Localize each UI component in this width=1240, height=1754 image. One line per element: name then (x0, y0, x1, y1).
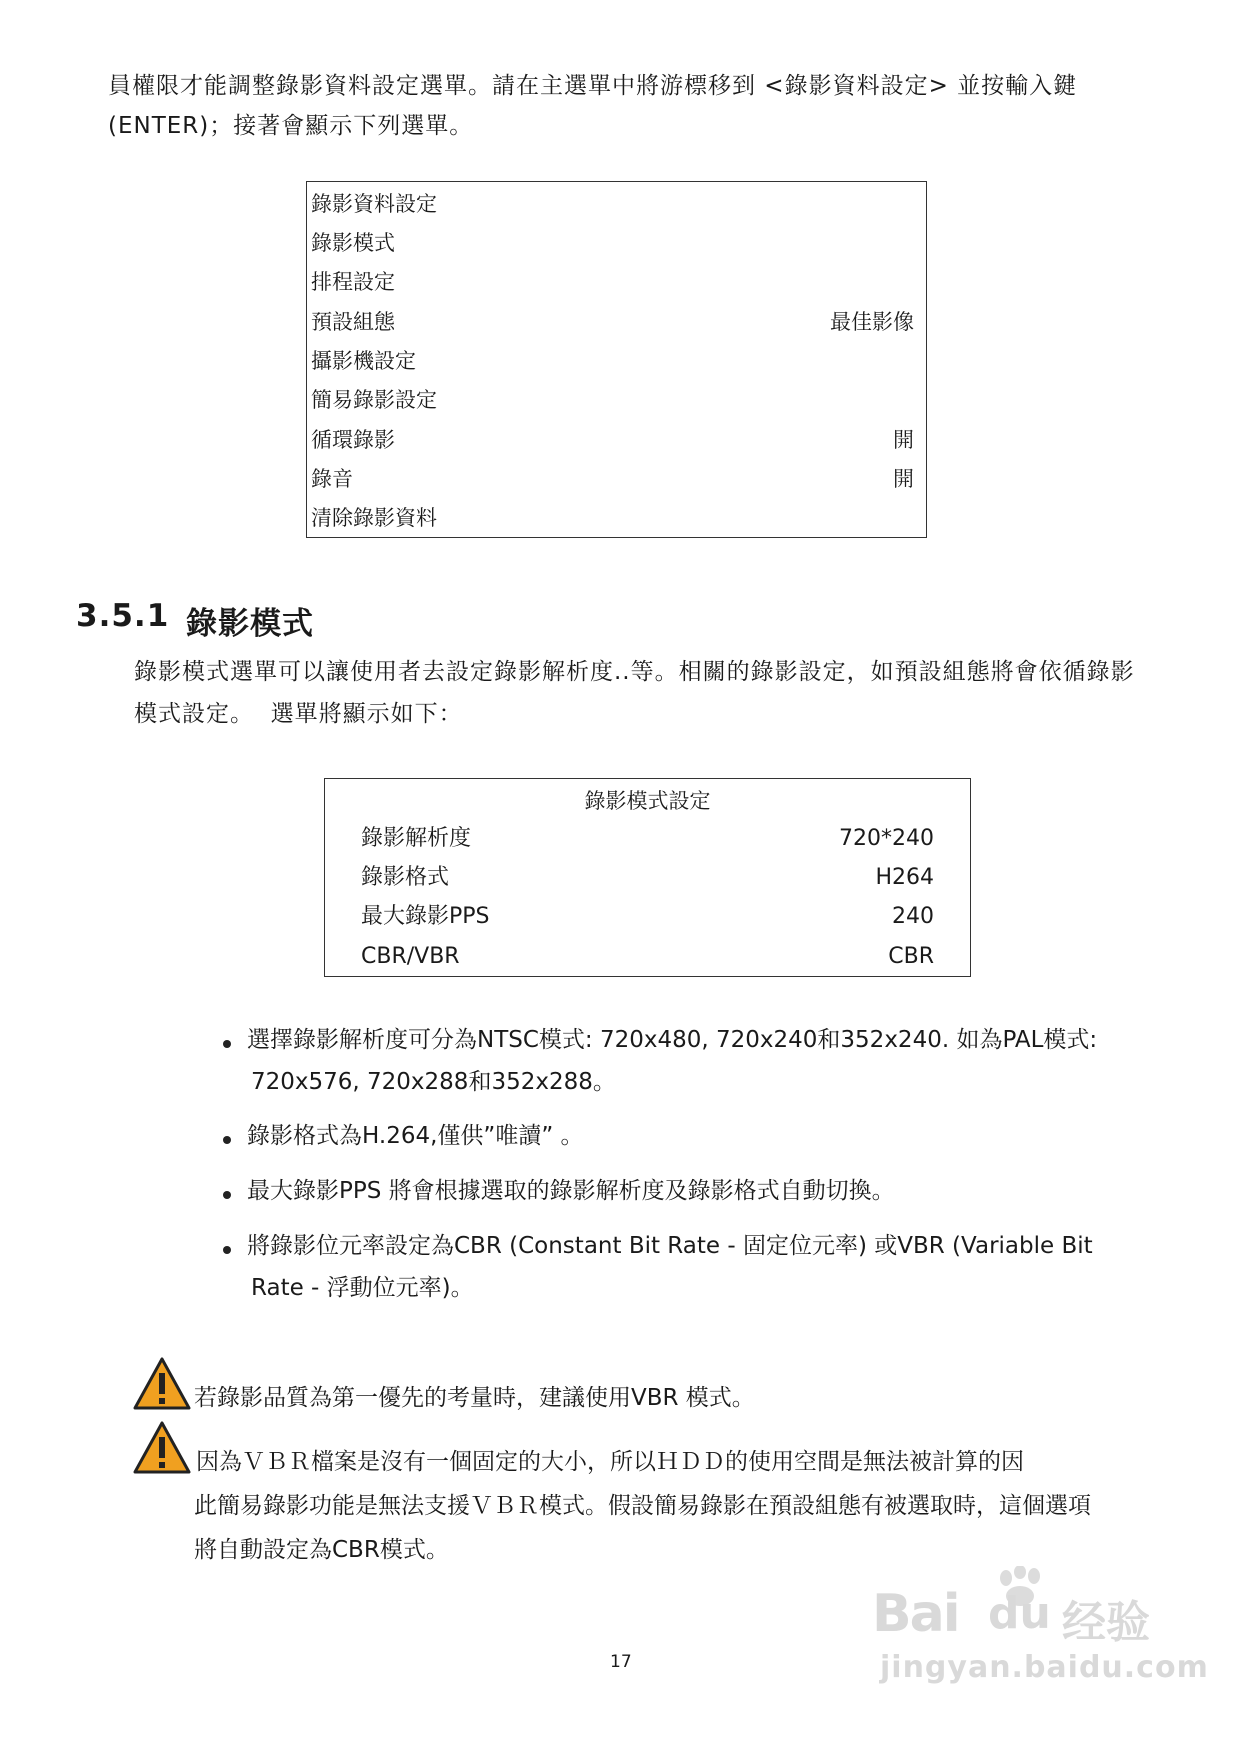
warning-text: 若錄影品質為第一優先的考量時，建議使用VBR 模式。 (194, 1385, 755, 1411)
watermark-brand: Bai (872, 1584, 959, 1644)
bullet-marker (223, 1040, 231, 1048)
menu-row-label: CBR/VBR (361, 944, 460, 969)
menu-row[interactable] (311, 264, 914, 300)
menu-row-label: 錄影格式 (361, 865, 450, 890)
recording-mode-settings-menu (324, 778, 971, 977)
menu-row[interactable] (311, 186, 914, 222)
menu-row-value: 最佳影像 (830, 310, 914, 334)
menu-row[interactable] (361, 939, 934, 975)
menu-row-label: 錄影模式 (311, 231, 395, 255)
warning-icon (133, 1356, 191, 1410)
menu-row-value: CBR (888, 944, 934, 969)
menu-row-label: 錄影資料設定 (311, 192, 437, 216)
menu-row[interactable] (361, 860, 934, 896)
menu-row[interactable] (361, 899, 934, 935)
menu-row-label: 清除錄影資料 (311, 506, 437, 530)
menu-row-value: H264 (875, 865, 934, 890)
menu-row-label: 簡易錄影設定 (311, 388, 437, 412)
menu-row-label: 攝影機設定 (311, 349, 416, 373)
menu-row-label: 排程設定 (311, 270, 395, 294)
menu-row[interactable] (311, 343, 914, 379)
section-title: 錄影模式 (186, 606, 314, 642)
menu-row[interactable] (311, 422, 914, 458)
watermark-cn: 经验 (1062, 1597, 1150, 1648)
menu-row[interactable] (311, 382, 914, 418)
warning-icon (133, 1420, 191, 1474)
warning-text: 因為ＶＢＲ檔案是沒有一個固定的大小，所以ＨＤＤ的使用空間是無法被計算的因 (196, 1449, 1024, 1475)
bullet-text-cont: 720x576, 720x288和352x288。 (251, 1069, 616, 1095)
menu-row-value: 開 (893, 467, 914, 491)
bullet-marker (223, 1191, 231, 1199)
menu-row-label: 錄影解析度 (361, 826, 472, 851)
bullet-text-cont: Rate - 浮動位元率)。 (251, 1275, 474, 1301)
page-number: 17 (610, 1652, 632, 1672)
recording-data-settings-menu (306, 181, 927, 538)
bullet-text: 選擇錄影解析度可分為NTSC模式: 720x480, 720x240和352x240. 如為PAL模式: (247, 1027, 1098, 1053)
menu-title: 錄影模式設定 (584, 789, 711, 813)
section-desc-line-1: 錄影模式選單可以讓使用者去設定錄影解析度..等。相關的錄影設定，如預設組態將會依循錄影 (134, 659, 1135, 685)
menu-row[interactable] (311, 304, 914, 340)
menu-row[interactable] (361, 821, 934, 857)
section-number: 3.5.1 (76, 598, 170, 634)
watermark-brand-2: du (988, 1588, 1051, 1639)
warning-text-cont: 將自動設定為CBR模式。 (194, 1537, 449, 1563)
section-desc-line-2: 模式設定。 選單將顯示如下： (134, 701, 463, 727)
menu-row-label: 最大錄影PPS (361, 904, 490, 929)
bullet-text: 最大錄影PPS 將會根據選取的錄影解析度及錄影格式自動切換。 (247, 1178, 895, 1204)
bullet-marker (223, 1136, 231, 1144)
intro-line-1: 員權限才能調整錄影資料設定選單。請在主選單中將游標移到 <錄影資料設定> 並按輸入鍵 (108, 73, 1078, 99)
bullet-text: 將錄影位元率設定為CBR (Constant Bit Rate - 固定位元率) 或VBR (Variable Bit (247, 1233, 1093, 1259)
menu-row[interactable] (311, 500, 914, 536)
watermark-url: jingyan.baidu.com (880, 1650, 1209, 1685)
menu-row-value: 240 (892, 904, 934, 929)
warning-text-cont: 此簡易錄影功能是無法支援ＶＢＲ模式。假設簡易錄影在預設組態有被選取時，這個選項 (194, 1493, 1091, 1519)
bullet-marker (223, 1246, 231, 1254)
intro-line-2: (ENTER)；接著會顯示下列選單。 (108, 113, 474, 139)
menu-row[interactable] (311, 461, 914, 497)
menu-row-value: 開 (893, 428, 914, 452)
menu-row-label: 錄音 (311, 467, 353, 491)
bullet-text: 錄影格式為H.264,僅供”唯讀” 。 (247, 1123, 584, 1149)
menu-row-value: 720*240 (839, 826, 934, 851)
menu-row[interactable] (311, 225, 914, 261)
menu-row-label: 循環錄影 (311, 428, 395, 452)
menu-row-label: 預設組態 (311, 310, 395, 334)
